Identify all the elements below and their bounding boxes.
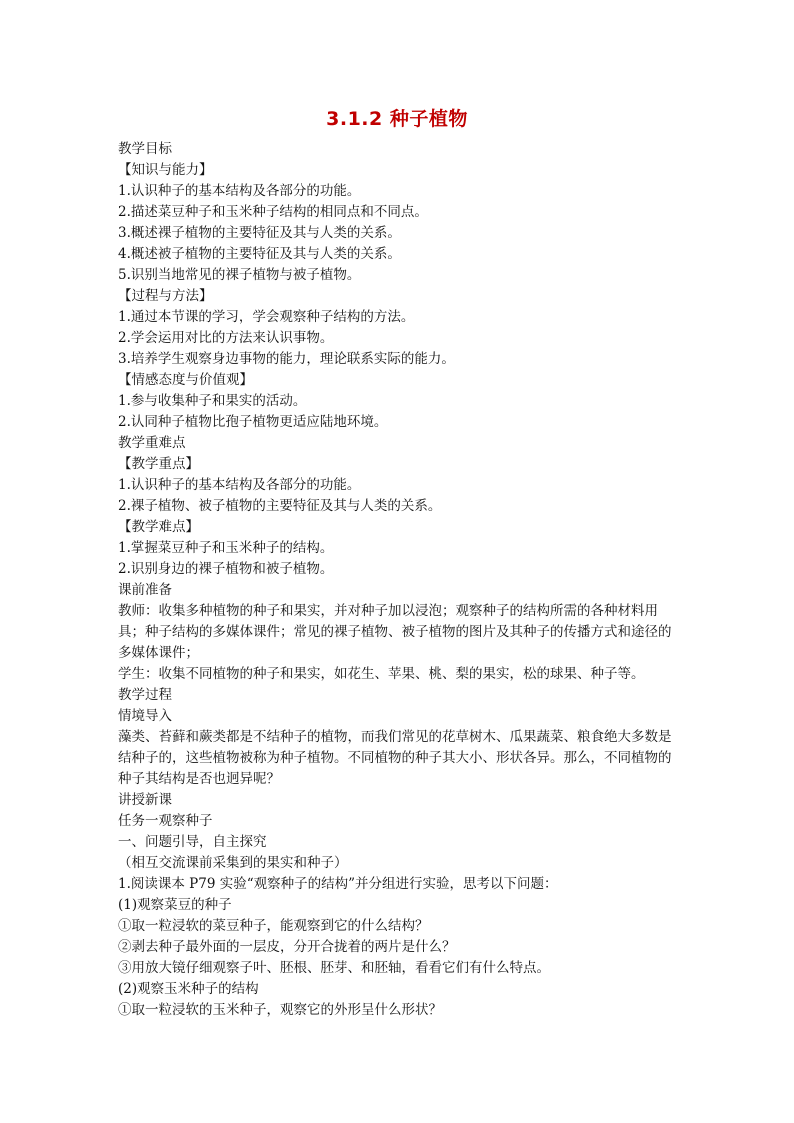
note-line: （相互交流课前采集到的果实和种子）: [118, 855, 348, 871]
section-heading: 教学过程: [118, 687, 172, 703]
question-item: ②剥去种子最外面的一层皮，分开合拢着的两片是什么？: [118, 939, 456, 955]
list-item: 1.参与收集种子和果实的活动。: [118, 393, 307, 409]
instruction-line: 1.阅读课本 P79 实验“观察种子的结构”并分组进行实验，思考以下问题：: [118, 876, 558, 892]
student-preparation-line: 学生：收集不同植物的种子和果实，如花生、苹果、桃、梨的果实，松的球果、种子等。: [118, 666, 645, 682]
section-heading: 教学目标: [118, 141, 172, 157]
list-item: 5.识别当地常见的裸子植物与被子植物。: [118, 267, 361, 283]
subsection-heading: 情境导入: [118, 708, 172, 724]
document-title: 3.1.2 种子植物: [326, 108, 468, 130]
document-body: [118, 139, 676, 1021]
question-item: ①取一粒浸软的玉米种子，观察它的外形呈什么形状？: [118, 1002, 442, 1018]
list-item: 3.概述裸子植物的主要特征及其与人类的关系。: [118, 225, 401, 241]
question-item: ③用放大镜仔细观察子叶、胚根、胚芽、和胚轴，看看它们有什么特点。: [118, 960, 550, 976]
intro-paragraph: 藻类、苔藓和蕨类都是不结种子的植物，而我们常见的花草树木、瓜果蔬菜、粮食绝大多数是结种子的，这些植物被称为种子植物。不同植物的种子其大小、形状各异。那么，不同植物的种子其结构是否也迥异呢？: [118, 729, 672, 787]
task-heading: 任务一观察种子: [118, 813, 213, 829]
teacher-preparation-paragraph: 教师：收集多种植物的种子和果实，并对种子加以浸泡；观察种子的结构所需的各种材料用具；种子结构的多媒体课件；常见的裸子植物、被子植物的图片及其种子的传播方式和途径的多媒体课件；: [118, 603, 672, 661]
list-item: 4.概述被子植物的主要特征及其与人类的关系。: [118, 246, 401, 262]
section-heading: 教学重难点: [118, 435, 186, 451]
question-heading: (2)观察玉米种子的结构: [118, 981, 259, 997]
subsection-heading: 【教学重点】: [118, 456, 199, 472]
list-item: 2.认同种子植物比孢子植物更适应陆地环境。: [118, 414, 388, 430]
subsection-heading: 【教学难点】: [118, 519, 199, 535]
subsection-heading: 【知识与能力】: [118, 162, 213, 178]
list-item: 2.裸子植物、被子植物的主要特征及其与人类的关系。: [118, 498, 442, 514]
list-item: 1.掌握菜豆种子和玉米种子的结构。: [118, 540, 334, 556]
list-item: 1.认识种子的基本结构及各部分的功能。: [118, 477, 361, 493]
list-item: 3.培养学生观察身边事物的能力，理论联系实际的能力。: [118, 351, 455, 367]
list-item: 1.认识种子的基本结构及各部分的功能。: [118, 183, 361, 199]
question-heading: (1)观察菜豆的种子: [118, 897, 232, 913]
list-item: 2.识别身边的裸子植物和被子植物。: [118, 561, 334, 577]
list-item: 2.学会运用对比的方法来认识事物。: [118, 330, 334, 346]
step-heading: 一、问题引导，自主探究: [118, 834, 267, 850]
list-item: 1.通过本节课的学习，学会观察种子结构的方法。: [118, 309, 415, 325]
subsection-heading: 【情感态度与价值观】: [118, 372, 253, 388]
subsection-heading: 【过程与方法】: [118, 288, 213, 304]
question-item: ①取一粒浸软的菜豆种子，能观察到它的什么结构？: [118, 918, 429, 934]
section-heading: 课前准备: [118, 582, 172, 598]
list-item: 2.描述菜豆种子和玉米种子结构的相同点和不同点。: [118, 204, 428, 220]
subsection-heading: 讲授新课: [118, 792, 172, 808]
